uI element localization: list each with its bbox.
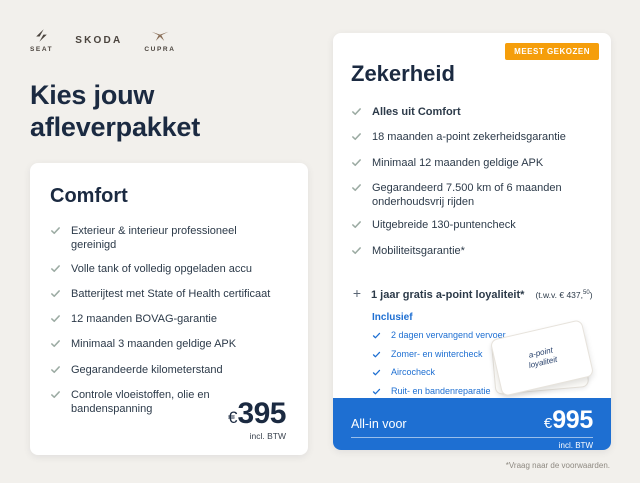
feature-item [50,312,288,328]
inclusief-text: Zomer- en wintercheck [391,348,483,359]
feature-text: Exterieur & interieur professioneel gereinigd [71,225,237,252]
price-amount: 395 [237,397,286,430]
comfort-feature-list [50,224,288,417]
bonus-title: 1 jaar gratis a-point loyaliteit* [371,289,525,302]
price-note: incl. BTW [558,441,593,450]
feature-item [351,218,593,234]
feature-item [351,156,593,172]
currency-symbol: € [227,408,238,427]
brand-logos [30,28,176,53]
check-icon [351,130,363,146]
comfort-title: Comfort [50,185,128,207]
conditions-footnote: *Vraag naar de voorwaarden. [505,461,610,470]
skoda-label: SKODA [75,35,123,46]
all-in-price-footer [333,398,611,450]
cupra-label: CUPRA [144,45,176,53]
comfort-package-card[interactable] [30,163,308,455]
feature-item [50,363,288,379]
feature-text: Batterijtest met State of Health certificaat [71,287,271,300]
loyalty-card-graphic [489,325,595,399]
most-chosen-badge: MEEST GEKOZEN [505,43,599,60]
cupra-logo [144,29,175,53]
cupra-icon [150,29,170,43]
check-icon [351,218,363,234]
price-note: incl. BTW [249,431,286,441]
feature-text: Volle tank of volledig opgeladen accu [71,262,253,275]
feature-item [50,337,288,353]
seat-logo [30,28,53,53]
inclusief-text: Ruit- en bandenreparatie [391,386,491,397]
inclusief-label: Inclusief [372,312,413,324]
feature-text: Alles uit Comfort [372,106,461,118]
price-amount: 995 [552,406,593,434]
zekerheid-feature-list [351,105,593,260]
zekerheid-package-card[interactable] [333,33,611,450]
page-title: Kies jouw afleverpakket [30,80,201,142]
seat-label: SEAT [30,46,54,53]
inclusief-text: Aircocheck [391,367,436,378]
check-icon [372,349,382,363]
seat-icon [34,28,49,43]
check-icon [50,224,62,253]
feature-item [351,130,593,146]
feature-item [351,105,593,121]
loyalty-card-text: a-point loyaliteit [527,345,559,371]
feature-text: 12 maanden BOVAG-garantie [71,313,217,326]
bonus-headline [351,286,593,301]
check-icon [50,337,62,353]
feature-text: Mobiliteitsgarantie* [372,244,465,257]
feature-item [50,287,288,303]
zekerheid-price [544,406,593,435]
zekerheid-title: Zekerheid [351,61,455,86]
check-icon [351,244,363,260]
feature-text: Minimaal 12 maanden geldige APK [372,156,544,169]
feature-text: Controle vloeistoffen, olie en bandenspanning [71,389,210,416]
feature-text: Gegarandeerd 7.500 km of 6 maanden onderhoudsvrij rijden [372,181,562,209]
plus-icon: + [352,285,362,302]
check-icon [50,287,62,303]
feature-item [351,244,593,260]
inclusief-text: 2 dagen vervangend vervoer [391,330,506,341]
check-icon [50,363,62,379]
footer-price-row [351,406,593,435]
feature-item [50,224,288,253]
check-icon [351,105,363,121]
check-icon [372,330,382,344]
check-icon [372,367,382,381]
all-in-label: All-in voor [351,417,407,431]
footer-divider [351,437,593,438]
feature-text: Gegarandeerde kilometerstand [71,363,223,376]
feature-text: 18 maanden a-point zekerheidsgarantie [372,131,566,144]
check-icon [351,156,363,172]
currency-symbol: € [543,415,553,432]
comfort-price [228,397,286,441]
feature-text: Uitgebreide 130-puntencheck [372,219,516,232]
check-icon [351,181,363,210]
check-icon [50,262,62,278]
skoda-logo [75,35,122,46]
check-icon [50,312,62,328]
feature-item [50,262,288,278]
check-icon [50,388,62,417]
feature-text: Minimaal 3 maanden geldige APK [71,338,237,351]
feature-item [351,181,593,210]
bonus-value: (t.w.v. € 437,50) [535,290,593,301]
